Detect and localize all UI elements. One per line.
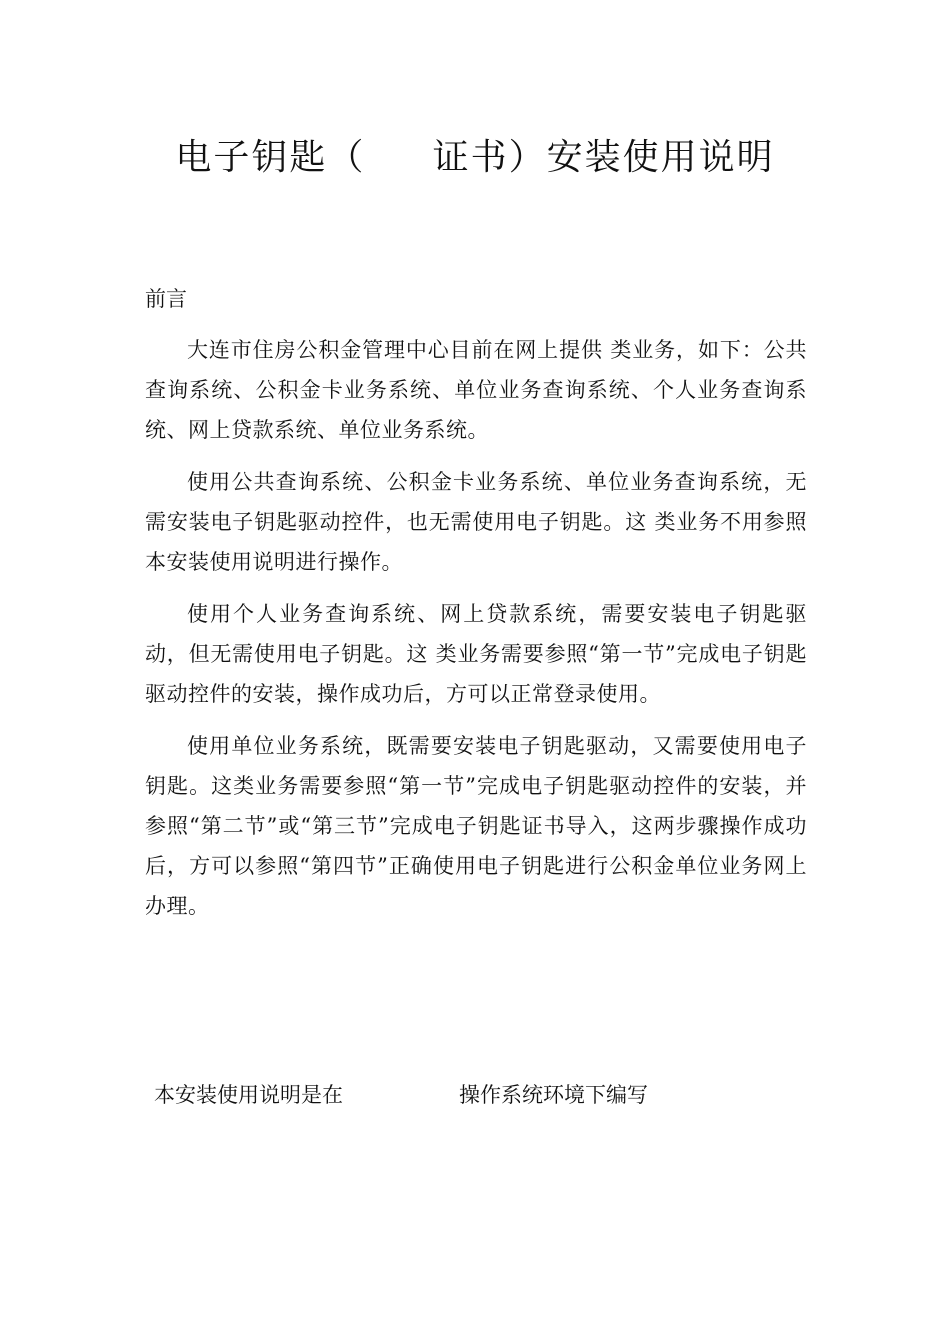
closing-note-part1: 本安装使用说明是在 xyxy=(154,1083,343,1107)
paragraph-intro: 大连市住房公积金管理中心目前在网上提供 类业务，如下：公共查询系统、公积金卡业务系统、单位业务查询系统、个人业务查询系统、网上贷款系统、单位业务系统。 xyxy=(145,338,807,442)
paragraph-no-install: 使用公共查询系统、公积金卡业务系统、单位业务查询系统，无需安装电子钥匙驱动控件，也无需使用电子钥匙。这 类业务不用参照本安装使用说明进行操作。 xyxy=(145,470,807,574)
closing-note-part2: 操作系统环境下编写 xyxy=(459,1083,648,1107)
preface-heading: 前言 xyxy=(145,287,187,311)
paragraph-driver-only: 使用个人业务查询系统、网上贷款系统，需要安装电子钥匙驱动，但无需使用电子钥匙。这 类业务需要参照“第一节”完成电子钥匙驱动控件的安装，操作成功后，方可以正常登录使用。 xyxy=(145,602,807,706)
body-text xyxy=(145,330,807,938)
closing-note xyxy=(154,1078,754,1112)
page-title: 电子钥匙（ 证书）安装使用说明 xyxy=(175,137,775,178)
paragraph-driver-and-key: 使用单位业务系统，既需要安装电子钥匙驱动，又需要使用电子钥匙。这类业务需要参照“第一节”完成电子钥匙驱动控件的安装，并参照“第二节”或“第三节”完成电子钥匙证书导入，这两步骤操作成功后，方可以参照“第四节”正确使用电子钥匙进行公积金单位业务网上办理。 xyxy=(145,734,807,918)
